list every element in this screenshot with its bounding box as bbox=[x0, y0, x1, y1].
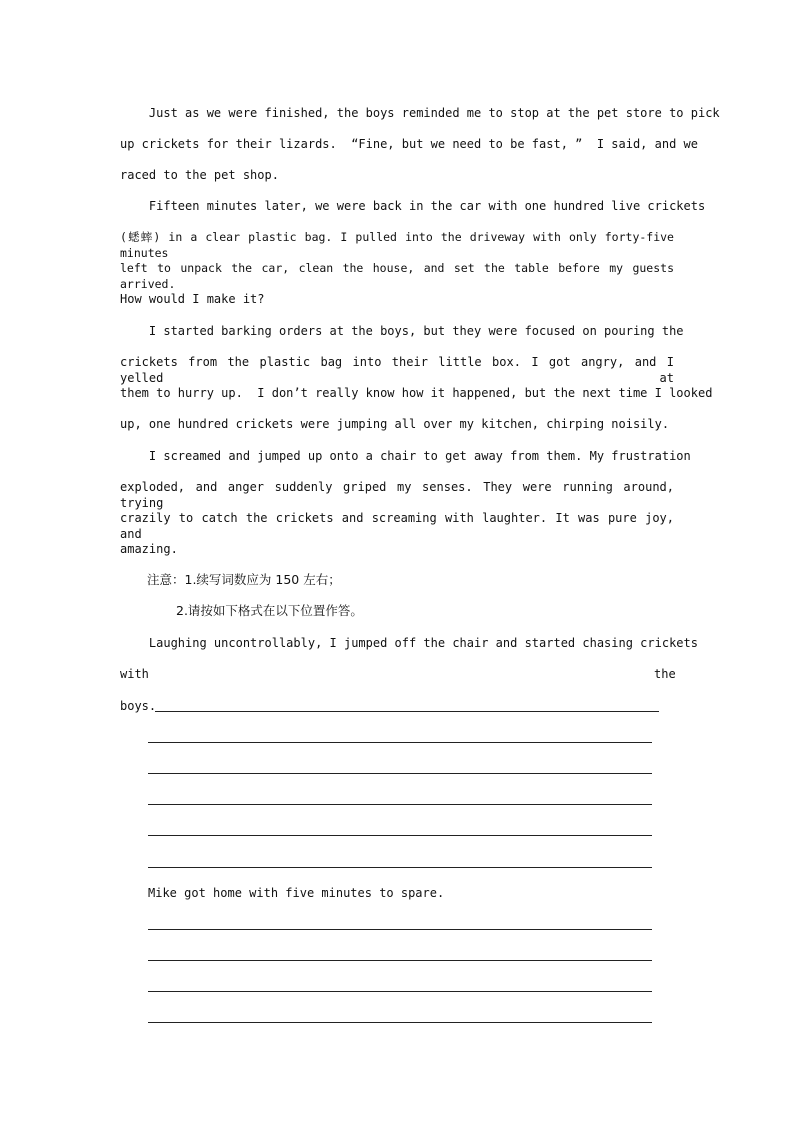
note-line-2: 2.请按如下格式在以下位置作答。 bbox=[176, 603, 363, 618]
text-line: amazing. bbox=[120, 542, 178, 556]
answer-line[interactable] bbox=[148, 835, 652, 836]
answer-line[interactable] bbox=[148, 867, 652, 868]
text-line: crickets from the plastic bag into their little box. I got angry, and I yelled at bbox=[120, 355, 674, 385]
answer-line[interactable] bbox=[148, 742, 652, 743]
prompt-word-boys: boys. bbox=[120, 699, 157, 713]
text-line: (蟋蟀) in a clear plastic bag. I pulled into the driveway with only forty-five minutes bbox=[120, 230, 674, 260]
note-line-1: 注意：1.续写词数应为 150 左右； bbox=[147, 572, 341, 587]
answer-line[interactable] bbox=[148, 960, 652, 961]
answer-line[interactable] bbox=[148, 1022, 652, 1023]
text-line: Just as we were finished, the boys reminded me to stop at the pet store to pick bbox=[120, 106, 720, 120]
text-line: I started barking orders at the boys, but they were focused on pouring the bbox=[120, 324, 684, 338]
text-line: exploded, and anger suddenly griped my senses. They were running around, trying bbox=[120, 480, 674, 510]
answer-line[interactable] bbox=[155, 711, 659, 712]
answer-line[interactable] bbox=[148, 773, 652, 774]
answer-line[interactable] bbox=[148, 991, 652, 992]
text-line: crazily to catch the crickets and screaming with laughter. It was pure joy, and bbox=[120, 511, 674, 541]
text-line: up crickets for their lizards. “Fine, but we need to be fast, ” I said, and we bbox=[120, 137, 698, 151]
prompt-word-with: with bbox=[120, 667, 149, 681]
prompt-line: Laughing uncontrollably, I jumped off the chair and started chasing crickets bbox=[120, 636, 698, 650]
text-line: Fifteen minutes later, we were back in the car with one hundred live crickets bbox=[120, 199, 706, 213]
text-line: left to unpack the car, clean the house, and set the table before my guests arrived. bbox=[120, 261, 674, 291]
prompt-word-the: the bbox=[654, 667, 676, 681]
text-line: raced to the pet shop. bbox=[120, 168, 279, 182]
text-line: them to hurry up. I don’t really know how it happened, but the next time I looked bbox=[120, 386, 713, 400]
answer-line[interactable] bbox=[148, 804, 652, 805]
continuation-prompt-2: Mike got home with five minutes to spare. bbox=[148, 886, 445, 900]
text-line: How would I make it? bbox=[120, 292, 265, 306]
text-line: I screamed and jumped up onto a chair to get away from them. My frustration bbox=[120, 449, 691, 463]
answer-line[interactable] bbox=[148, 929, 652, 930]
text-line: up, one hundred crickets were jumping all over my kitchen, chirping noisily. bbox=[120, 417, 670, 431]
